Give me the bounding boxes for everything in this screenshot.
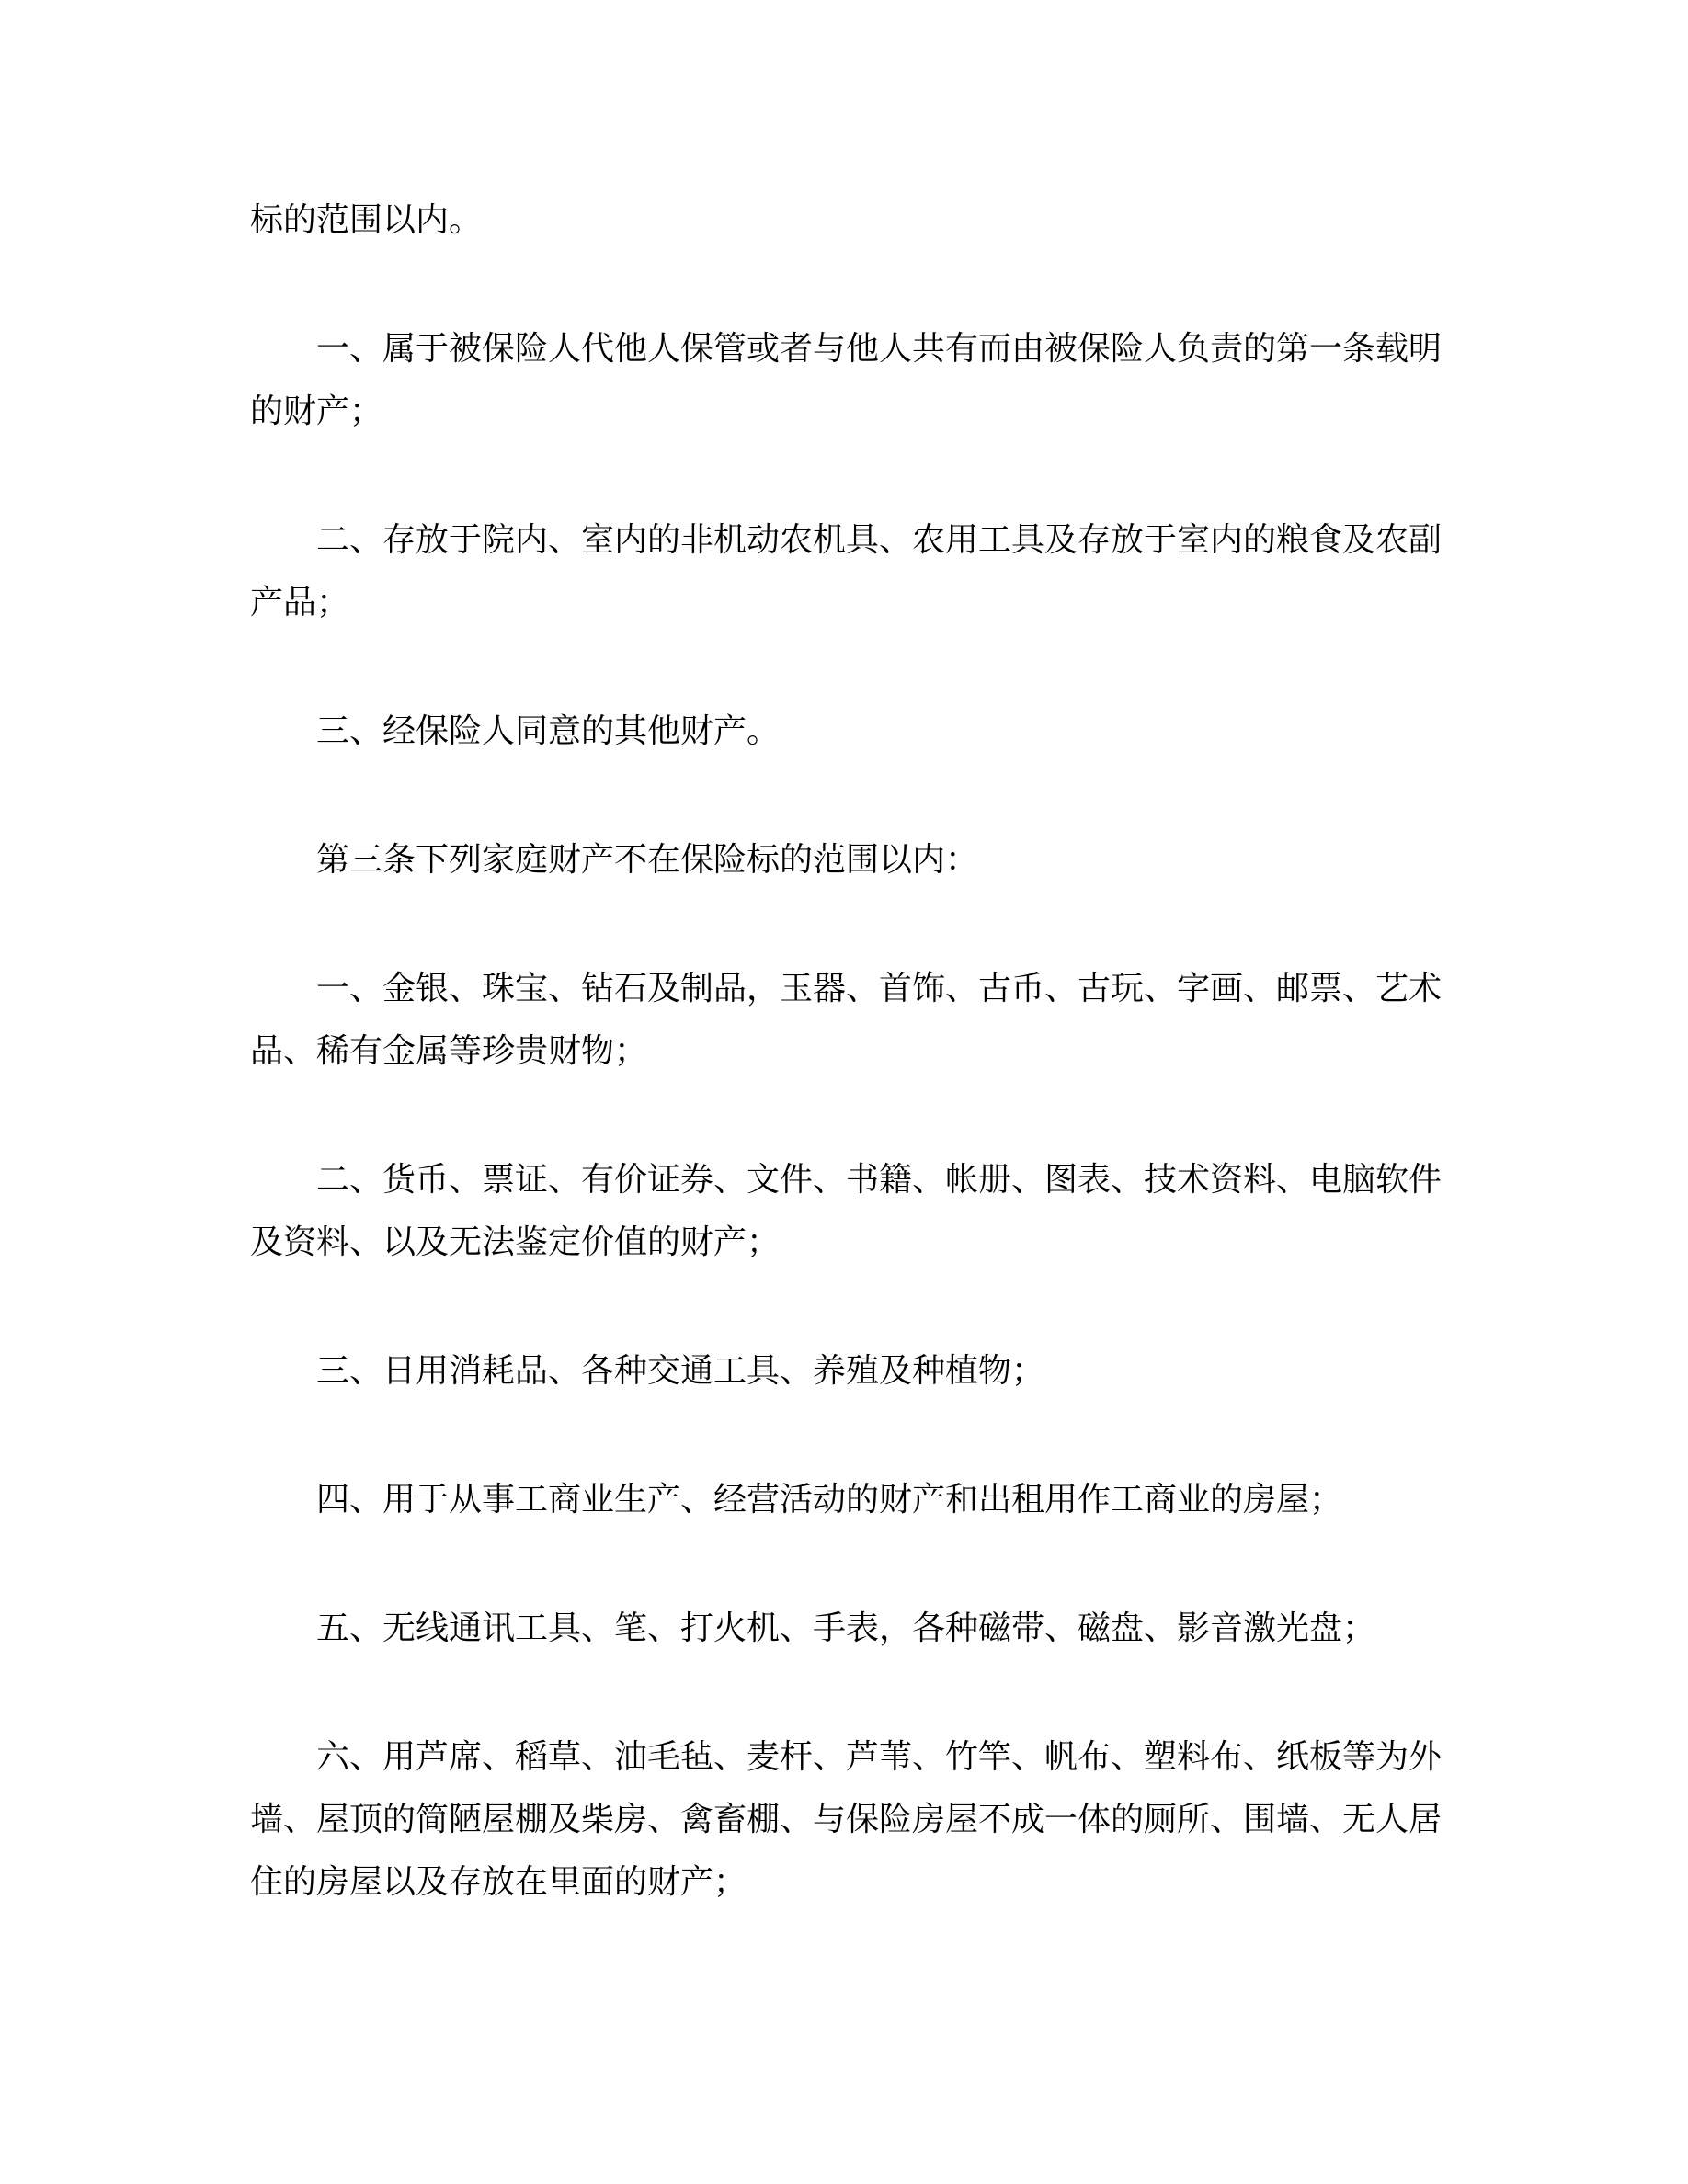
paragraph-article-3-heading: 第三条下列家庭财产不在保险标的范围以内： (316, 841, 979, 878)
paragraph-article-3-item-3: 三、日用消耗品、各种交通工具、养殖及种植物； (316, 1352, 1045, 1389)
paragraph-article-3-item-6: 六、用芦席、稻草、油毛毡、麦杆、芦苇、竹竿、帆布、塑料布、纸板等为外墙、屋顶的简陋屋棚及柴房、禽畜棚、与保险房屋不成一体的厕所、围墙、无人居住的房屋以及存放在里面的财产； (250, 1738, 1443, 1900)
paragraph-article-3-item-1: 一、金银、珠宝、钻石及制品，玉器、首饰、古币、古玩、字画、邮票、艺术品、稀有金属等珍贵财物； (250, 970, 1443, 1069)
paragraph-continuation: 标的范围以内。 (250, 201, 483, 238)
paragraph-article-3-item-4: 四、用于从事工商业生产、经营活动的财产和出租用作工商业的房屋； (316, 1481, 1343, 1518)
paragraph-item-2: 二、存放于院内、室内的非机动农机具、农用工具及存放于室内的粮食及农副产品； (250, 521, 1443, 620)
paragraph-article-3-item-5: 五、无线通讯工具、笔、打火机、手表，各种磁带、磁盘、影音激光盘； (316, 1610, 1376, 1646)
paragraph-item-1: 一、属于被保险人代他人保管或者与他人共有而由被保险人负责的第一条载明的财产； (250, 330, 1443, 429)
paragraph-item-3: 三、经保险人同意的其他财产。 (316, 712, 781, 749)
paragraph-article-3-item-2: 二、货币、票证、有价证券、文件、书籍、帐册、图表、技术资料、电脑软件及资料、以及无法鉴定价值的财产； (250, 1161, 1443, 1260)
